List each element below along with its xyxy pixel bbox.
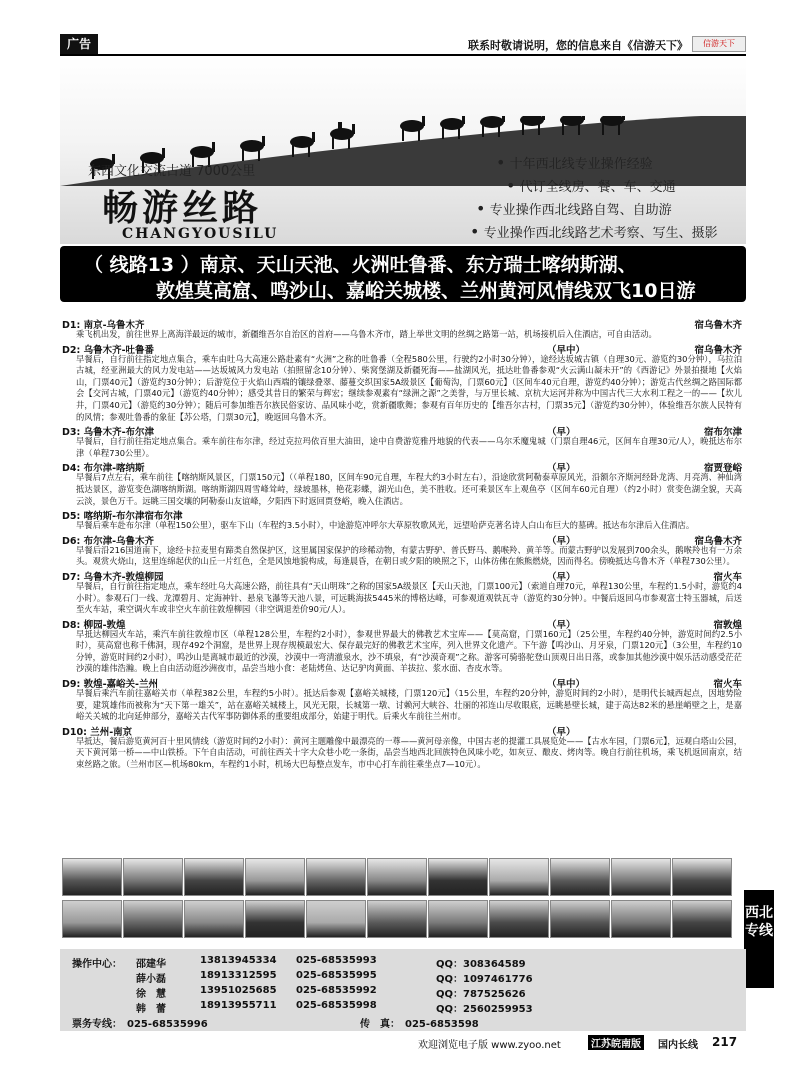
day-meals: （早中）: [547, 344, 586, 356]
ad-tag: 广告: [60, 34, 98, 54]
contact-note: 联系时敬请说明，您的信息来自《信游天下》: [468, 39, 688, 52]
day-description: 早餐后，自行前往指定地点集合，乘车由吐乌大高速公路赴素有“火洲”之称的吐鲁番（全程580公里，行驶约2小时30分钟），途经达坂城古镇（自理30元、游览约30分钟），乌拉泊古城，经亚洲最大的风力发电站——达坂城风力发电站（拍照留念10分钟）、柴窝堡湖及新疆死海——盐湖风光，抵达吐鲁番参观“火云满山凝未开”的《西游记》外景拍摄地【火焰山，门票40元】（游览约30分钟）；后游览位于火焰山西端的镶绿叠翠、藤蔓交织国家5A级景区【葡萄沟，门票60元】（区间车40元自理，游览约40分钟）；游览古代丝绸之路国际都会【交河古城，门票40元】（游览约40分钟）；感受其昔日的繁荣与辉宏；继续参观素有“绿洲之源”之美誉，与万里长城、京杭大运河并称为中国古代三大水利工程之一的——【坎儿井，门票40元】（游览约30分钟）；随后可参加维吾尔族民俗家访、品风味小吃，赏新疆歌舞；参观有百年历史的【维吾尔古村，门票35元】（游览约30分钟），体验维吾尔族人民特有的风情；参观吐鲁番的象征【苏公塔，门票30元】，晚返回乌鲁木齐。: [76, 353, 742, 422]
day-accommodation: 宿布尔津: [703, 427, 742, 439]
scenery-photo: [123, 900, 183, 938]
day-header: [62, 424, 742, 439]
banner: [60, 56, 746, 244]
day-header: [62, 724, 742, 736]
itinerary-day: [62, 676, 742, 723]
day-label: D5: 喀纳斯-布尔津宿布尔津: [62, 511, 183, 523]
day-header: [62, 533, 742, 545]
day-meals: （早）: [547, 619, 576, 631]
itinerary: [62, 317, 742, 772]
scenery-photo: [611, 900, 671, 938]
scenery-photo: [245, 900, 305, 938]
contact-mobile: 13813945334: [200, 955, 277, 966]
day-label: D1: 南京-乌鲁木齐: [62, 320, 145, 331]
feature-item: • 十年西北线专业操作经验: [496, 153, 653, 172]
brand-subtitle: CHANGYOUSILU: [122, 226, 279, 242]
feature-item: • 专业操作西北线路艺术考察、写生、摄影: [470, 222, 718, 241]
bullet-icon: •: [496, 153, 506, 172]
itinerary-day: [62, 508, 742, 532]
scenery-photo: [62, 858, 122, 896]
bullet-icon: •: [476, 199, 486, 218]
itinerary-day: [62, 317, 742, 341]
scenery-photo: [245, 858, 305, 896]
operations-label: 操作中心：: [72, 959, 122, 970]
day-description: 早餐后乘车赴布尔津（单程150公里），驱车下山（车程约3.5小时），中途游览冲呼尔大草原牧歌风光，远望哈萨克著名诗人白山布巨大的墓碑。抵达布尔津后入住酒店。: [76, 520, 695, 531]
scenery-photo: [367, 900, 427, 938]
contact-mobile: 18913955711: [200, 1000, 277, 1011]
day-header: [62, 460, 742, 475]
scenery-photo: [550, 900, 610, 938]
contact-row: [60, 1000, 746, 1016]
day-description: 早餐后，自行前往指定地点集合。乘车前往布尔津，经过克拉玛依百里大油田，途中自费游览雅丹地貌的代表——乌尔禾魔鬼城（门票自理46元，区间车自理30元/人），晚抵达布尔津（单程730公里）。: [76, 436, 742, 458]
operations-center: [60, 949, 746, 1031]
itinerary-day: [62, 724, 742, 771]
day-meals: （早）: [547, 463, 576, 475]
contact-mobile: 18913312595: [200, 970, 277, 981]
photo-strip: [62, 858, 742, 940]
route-title-line-1: （ 线路13 ）南京、天山天池、火洲吐鲁番、东方瑞士喀纳斯湖、: [84, 254, 637, 276]
feature-item: • 代订全线房、餐、车、交通: [506, 176, 676, 195]
scenery-photo: [184, 858, 244, 896]
day-description: 早餐后，自行前往指定地点，乘车经吐乌大高速公路，前往具有“天山明珠”之称的国家5A级景区【天山天池，门票100元】（索道自理70元，单程130公里，车程约1.5小时，游览约4小时）。参观石门一线、龙潭碧月、定海神针、悬泉飞瀑等天池八景，可远眺海拔5445米的博格达峰，可参观道观铁瓦寺（游览约30分钟）。中餐后返回乌市参观富士特玉器城，后送至火车站，乘空调火车或非空火车前往敦煌柳园（非空调退差价90元/人）。: [76, 580, 742, 615]
contact-qq: QQ：2560259953: [436, 1004, 533, 1015]
itinerary-day: [62, 424, 742, 459]
itinerary-day: [62, 569, 742, 616]
contact-row: [60, 985, 746, 1001]
banner-tagline: 东西文化交流古道 7000公里: [88, 164, 256, 179]
day-label: D8: 柳园-敦煌: [62, 619, 126, 631]
day-header: [62, 508, 742, 523]
day-description: 乘飞机出发，前往世界上离海洋最远的城市，新疆维吾尔自治区的首府——乌鲁木齐市，踏上举世文明的丝绸之路第一站，机场接机后入住酒店，可自由活动。: [76, 329, 657, 339]
day-description: 早餐后乘汽车前往嘉峪关市（单程382公里，车程约5小时）。抵达后参观【嘉峪关城楼，门票120元】（15公里，车程约20分钟，游览时间约2小时），是明代长城西起点，因地势险要，建筑雄伟而被称为“天下第一雄关”，站在嘉峪关城楼上，风光无限，长城第一墩、讨赖河大峡谷、壮丽的祁连山尽收眼底，远眺悬壁长城，建于高达82米的悬崖峭壁之上，是嘉峪关关城的北向延伸部分，嘉峪关古代军事防御体系的重要组成部分，始建于明代。后乘火车前往兰州市。: [76, 688, 742, 722]
contact-qq: QQ：308364589: [436, 959, 526, 970]
itinerary-day: [62, 533, 742, 568]
contact-name: 邵建华: [136, 959, 166, 970]
scenery-photo: [611, 858, 671, 896]
brand-title: 畅游丝路: [102, 187, 263, 229]
contact-name: 徐 慧: [136, 989, 166, 1000]
footer-category: 国内长线: [658, 1040, 698, 1051]
contact-row: [60, 955, 746, 971]
day-header: [62, 317, 742, 329]
day-accommodation: 宿火车: [713, 679, 742, 691]
scenery-photo: [489, 900, 549, 938]
day-accommodation: 宿贾登峪: [703, 463, 742, 475]
scenery-photo: [306, 858, 366, 896]
scenery-photo: [672, 900, 732, 938]
day-label: D10: 兰州-南京: [62, 726, 133, 738]
day-header: [62, 617, 742, 629]
publisher-logo: 信游天下: [692, 36, 746, 52]
day-description: 早抵达，餐后游览黄河百十里风情线（游览时间约2小时）：黄河主题雕像中最漂亮的一尊——黄河母亲像，中国古老的提灌工具展览处——【古水车园，门票6元】，远观白塔山公园，天下黄河第一桥——中山铁桥。下午自由活动，可前往西关十字大众巷小吃一条街，品尝当地西北回族特色风味小吃，如灰豆、酿皮、烤肉等。晚自行前往机场，乘飞机返回南京，结束丝路之旅。（兰州市区—机场80km，车程约1小时，机场大巴每整点发车，市中心打车前往乘坐点7—10元）。: [76, 735, 743, 770]
bullet-icon: •: [470, 222, 480, 241]
scenery-photo: [306, 900, 366, 938]
contact-row: [60, 970, 746, 986]
route-title-line-2: 敦煌莫高窟、鸣沙山、嘉峪关城楼、兰州黄河风情线双飞10日游: [156, 280, 696, 302]
scenery-photo: [672, 858, 732, 896]
day-accommodation: 宿火车: [713, 571, 742, 583]
scenery-photo: [367, 858, 427, 896]
day-label: D3: 乌鲁木齐-布尔津: [62, 427, 155, 439]
footer-welcome: 欢迎浏览电子版 www.zyoo.net: [418, 1040, 561, 1051]
fax-line: 传 真： 025-6853598: [360, 1019, 479, 1030]
scenery-photo: [428, 858, 488, 896]
footer: [418, 1036, 748, 1050]
bullet-icon: •: [506, 176, 516, 195]
day-description: 早餐后7点左右，乘车前往【喀纳斯风景区，门票150元】（（单程180，区间车90元自理，车程大约3小时左右），沿途欣赏阿勒泰草原风光，沿额尔齐斯河经卧龙湾、月亮湾、神仙湾抵达景区，游览变色湖喀纳斯湖。喀纳斯湖四周雪峰耸峙，绿坡墨林，艳花彩蝶，湖光山色，美不胜收。还可乘景区车上观鱼亭（区间车60元自理）（约2小时）赏变色湖全貌，天高云淡，景色万千。远眺三国交壤的阿勒泰山友谊峰，夕阳西下时返回贾登峪，晚入住酒店。: [76, 472, 742, 506]
page-number: 217: [712, 1035, 738, 1049]
day-accommodation: 宿乌鲁木齐: [694, 344, 742, 356]
contact-name: 韩 蕾: [136, 1004, 166, 1015]
day-label: D6: 布尔津-乌鲁木齐: [62, 535, 155, 547]
day-meals: （早）: [547, 571, 576, 583]
day-label: D7: 乌鲁木齐-敦煌柳园: [62, 571, 164, 583]
feature-item: • 专业操作西北线路自驾、自助游: [476, 199, 672, 218]
scenery-photo: [550, 858, 610, 896]
contact-mobile: 13951025685: [200, 985, 277, 996]
day-label: D2: 乌鲁木齐-吐鲁番: [62, 344, 155, 356]
top-bar: [60, 34, 746, 56]
day-meals: （早）: [547, 535, 576, 547]
day-meals: （早中）: [547, 679, 586, 691]
side-tab: 西北专线: [744, 890, 774, 988]
footer-edition: 江苏皖南版: [588, 1035, 644, 1050]
contact-name: 薛小磊: [136, 974, 166, 985]
day-meals: （早）: [547, 427, 576, 439]
scenery-photo: [184, 900, 244, 938]
contact-qq: QQ：787525626: [436, 989, 526, 1000]
day-header: [62, 342, 742, 354]
route-title: [60, 246, 746, 302]
scenery-photo: [489, 858, 549, 896]
day-accommodation: 宿乌鲁木齐: [694, 320, 742, 331]
scenery-photo: [62, 900, 122, 938]
itinerary-day: [62, 460, 742, 507]
contact-qq: QQ：1097461776: [436, 974, 533, 985]
day-description: 早抵达柳园火车站，乘汽车前往敦煌市区（单程128公里，车程约2小时），参观世界最大的佛教艺术宝库——【莫高窟，门票160元】（25公里，车程约40分钟，游览时间约2.5小时），莫高窟也称千佛洞，现存492个洞窟，是世界上现存规模最宏大、保存最完好的佛教艺术宝库，列入世界文化遗产。下午游【鸣沙山、月牙泉，门票120元】（3公里，车程约10分钟，游览时间约2小时），鸣沙山是离城市最近的沙漠，沙漠中一弯清澈泉水，沙不填泉，有“沙漠奇观”之称。游客可骑骆驼登山顶观日出日落，或参加其他沙漠中娱乐活动感受茫茫沙漠的雄伟浩瀚。晚上自由活动逛沙洲夜市，品尝当地小食：老陆烤鱼、达记驴肉黄面、羊拔拉、浆水面、杏皮水等。: [76, 628, 742, 674]
contact-phone: 025-68535995: [296, 970, 377, 981]
feature-list: [470, 152, 744, 244]
day-label: D4: 布尔津-喀纳斯: [62, 463, 145, 475]
scenery-photo: [428, 900, 488, 938]
contact-phone: 025-68535993: [296, 955, 377, 966]
day-accommodation: 宿敦煌: [713, 619, 742, 631]
scenery-photo: [123, 858, 183, 896]
day-meals: （早）: [547, 726, 576, 738]
day-description: 早餐后沿216国道南下，途经卡拉麦里有蹄类自然保护区，这里属国家保护的珍稀动物，有蒙古野驴、普氏野马、鹅喉羚、黄羊等。而蒙古野驴以发展到700余头，鹅喉羚也有一万余头。观赏火烧山，这里连绵起伏的山丘一片红色，全是风蚀地貌构成，每逢晨昏，在朝日或夕阳的映照之下，山体彷佛在熊熊燃烧，因而得名。傍晚抵达乌鲁木齐（单程730公里）。: [76, 544, 742, 567]
itinerary-day: [62, 342, 742, 424]
contact-phone: 025-68535992: [296, 985, 377, 996]
day-header: [62, 569, 742, 581]
day-header: [62, 676, 742, 691]
contact-phone: 025-68535998: [296, 1000, 377, 1011]
day-label: D9: 敦煌-嘉峪关-兰州: [62, 679, 158, 691]
day-accommodation: 宿乌鲁木齐: [694, 535, 742, 547]
ticket-line: 票务专线： 025-68535996: [72, 1019, 208, 1030]
itinerary-day: [62, 617, 742, 675]
